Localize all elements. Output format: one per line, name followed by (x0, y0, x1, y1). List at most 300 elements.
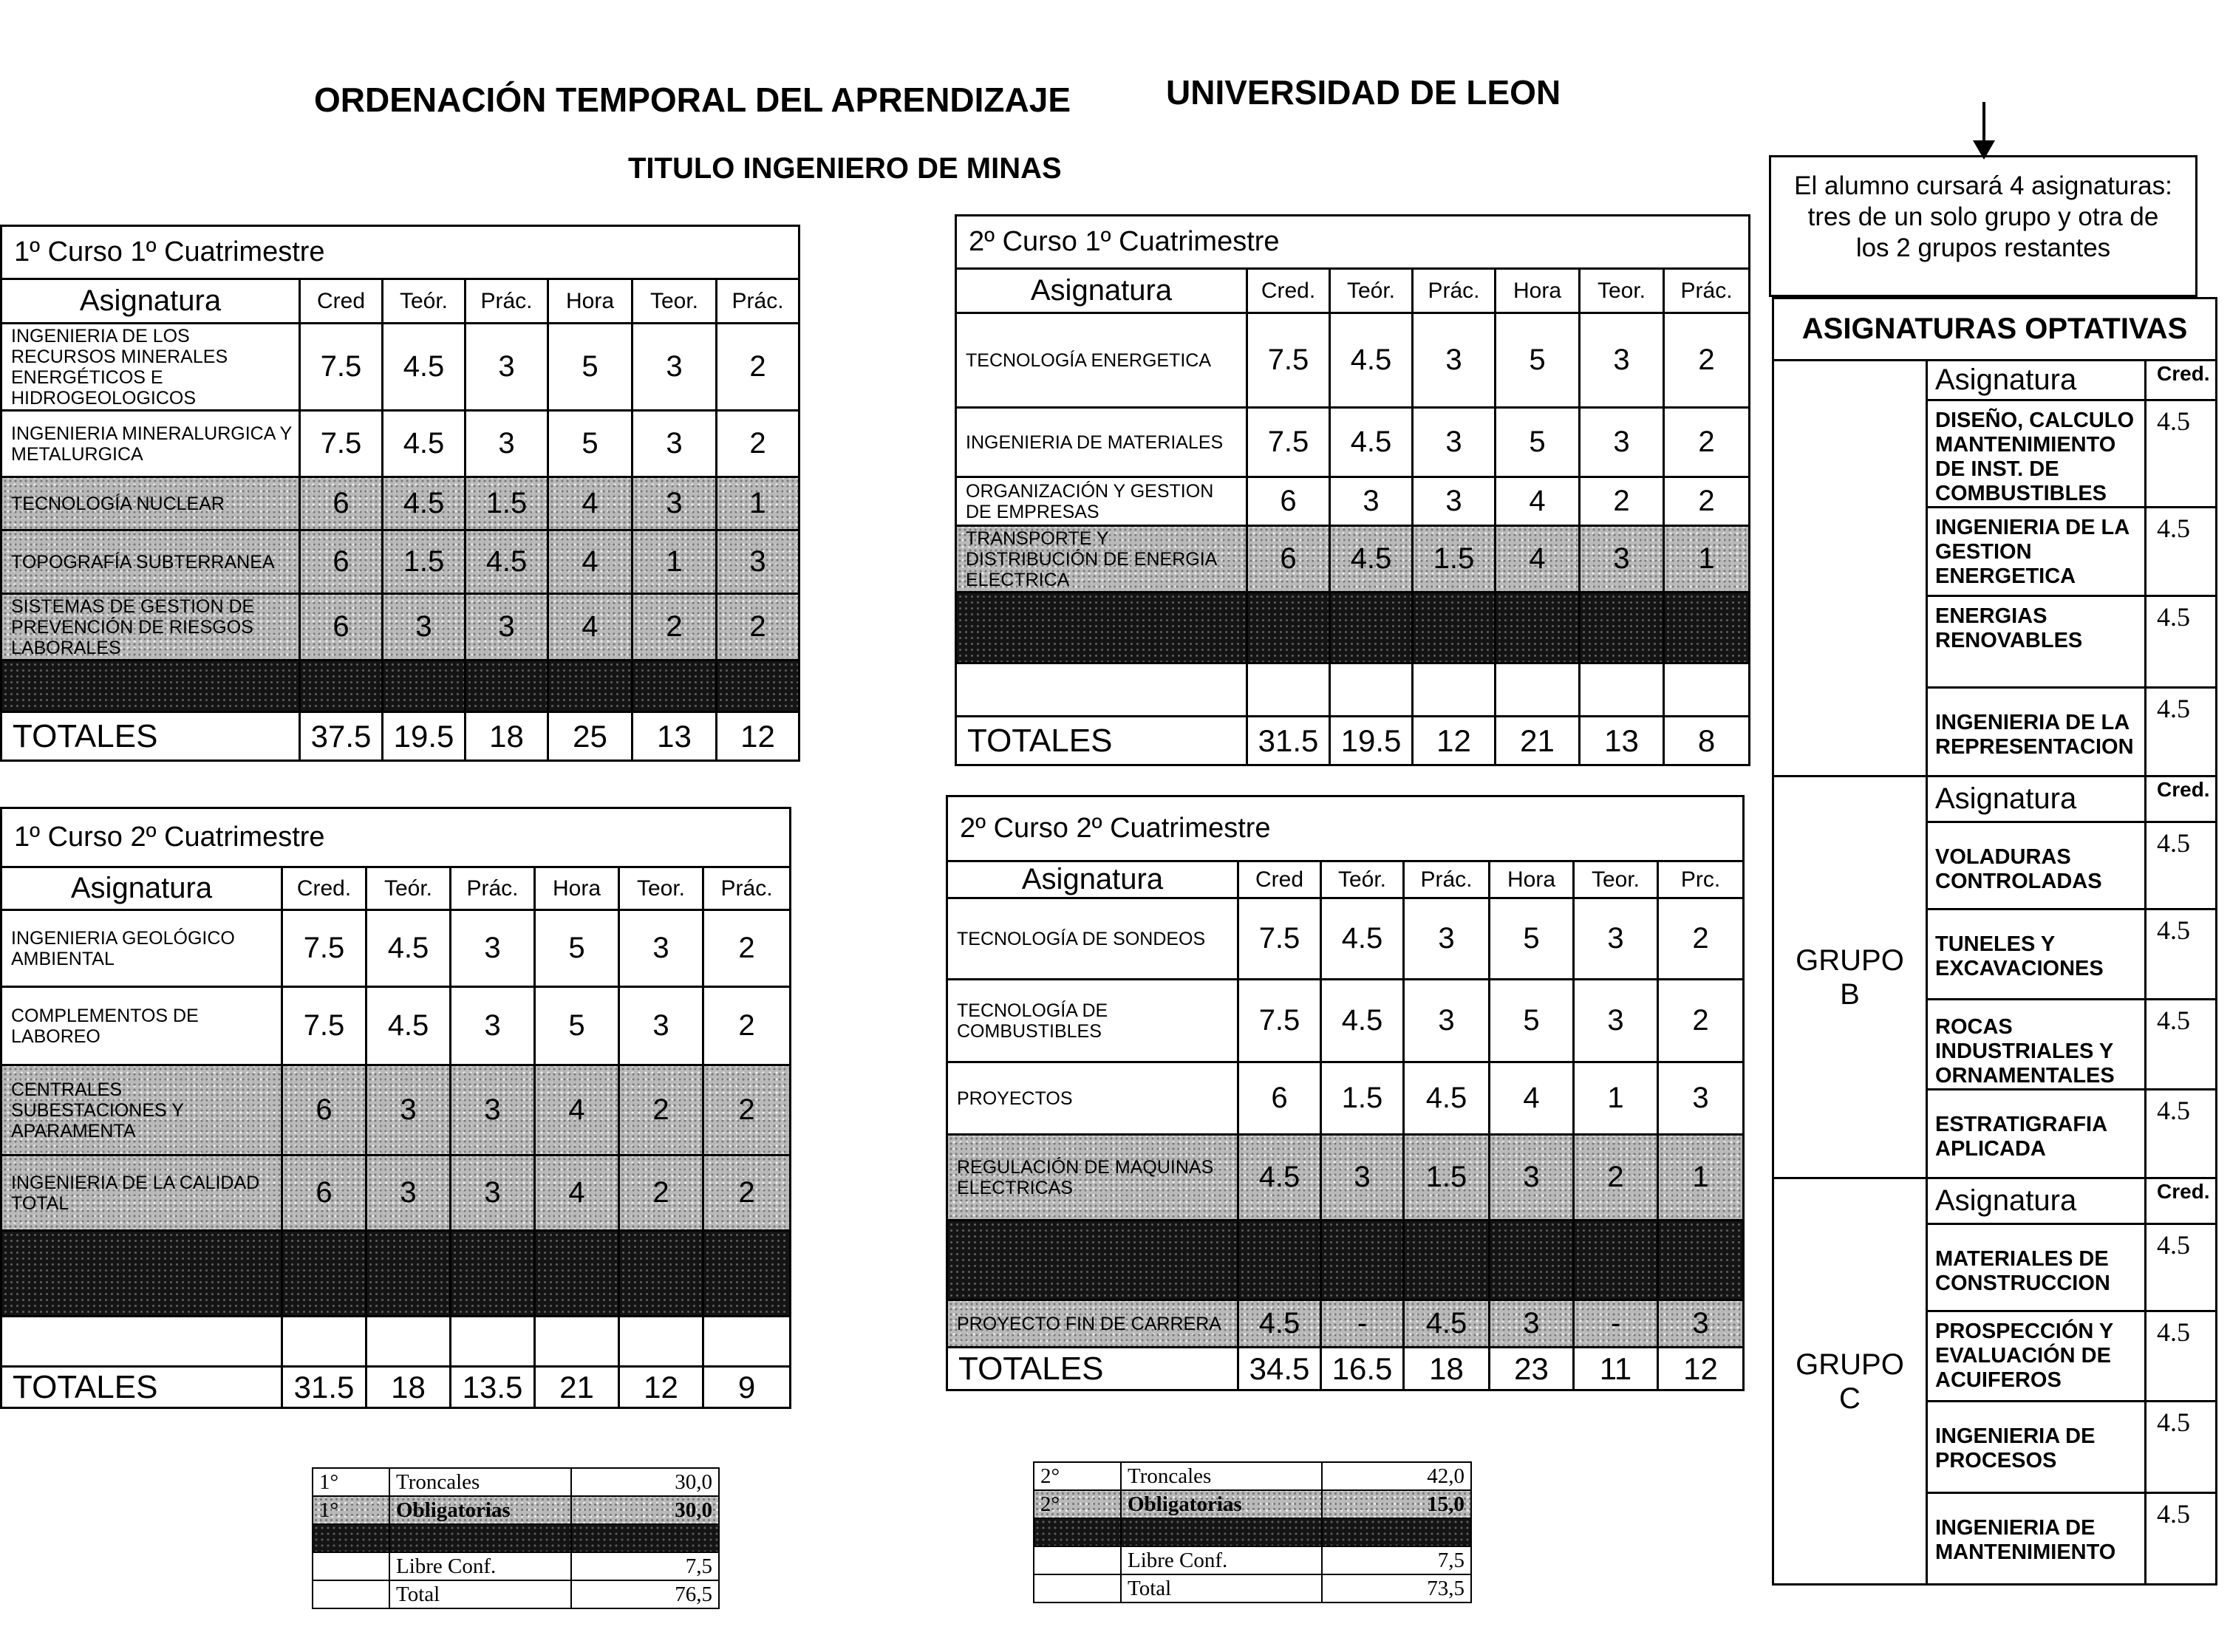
value-cell: 2 (717, 324, 799, 411)
optional-subject-name: ENERGIAS RENOVABLES (1927, 596, 2146, 688)
column-header: Teór. (1330, 269, 1413, 313)
optional-subject-name: DISEÑO, CALCULO MANTENIMIENTO DE INST. DE COMBUSTIBLES (1927, 400, 2146, 508)
value-cell: 3 (466, 324, 548, 411)
summary-value: 30,0 (571, 1496, 719, 1524)
total-cell: 19.5 (383, 712, 466, 761)
column-header: Hora (548, 279, 632, 324)
value-cell: 3 (451, 910, 535, 987)
value-cell: 4.5 (383, 477, 466, 530)
value-cell: 1.5 (1404, 1135, 1490, 1221)
blacked-out-row (956, 593, 1750, 663)
credits-cell: 6 (300, 477, 383, 530)
table-header: 1º Curso 2º Cuatrimestre (1, 808, 791, 867)
total-cell: 18 (366, 1367, 451, 1408)
column-header: Cred. (282, 867, 366, 910)
value-cell: 4 (1496, 477, 1580, 526)
value-cell: 2 (717, 594, 799, 661)
summary-label: Total (389, 1580, 571, 1608)
total-cell: 12 (1413, 717, 1496, 765)
subject-name: TECNOLOGÍA DE SONDEOS (947, 898, 1238, 980)
total-cell: 12 (1658, 1348, 1744, 1390)
value-cell: 4.5 (1321, 980, 1404, 1062)
summary-label: Troncales (1121, 1462, 1322, 1490)
value-cell: 3 (451, 1156, 535, 1231)
value-cell: 5 (1490, 980, 1574, 1062)
column-header: Teór. (366, 867, 451, 910)
credits-cell: 7.5 (1238, 898, 1321, 980)
value-cell: 2 (1664, 408, 1750, 477)
totals-row (947, 1348, 1744, 1390)
column-header: Hora (1496, 269, 1580, 313)
column-header: Teor. (632, 279, 717, 324)
column-header: Prác. (1413, 269, 1496, 313)
subject-name: PROYECTOS (947, 1062, 1238, 1135)
summary-value: 30,0 (571, 1468, 719, 1496)
value-cell: 3 (1321, 1135, 1404, 1221)
value-cell: 2 (1574, 1135, 1658, 1221)
value-cell: 3 (1658, 1062, 1744, 1135)
value-cell: 3 (1404, 980, 1490, 1062)
value-cell: 3 (1580, 526, 1664, 593)
value-cell: 4.5 (366, 910, 451, 987)
summary-row (313, 1468, 719, 1496)
group-b-label (1773, 776, 1927, 1178)
subject-name: INGENIERIA DE LA CALIDAD TOTAL (1, 1156, 282, 1231)
value-cell: 2 (1580, 477, 1664, 526)
value-cell: 3 (1413, 477, 1496, 526)
credits-cell: 6 (1247, 477, 1330, 526)
table-row (956, 477, 1750, 526)
total-cell: 11 (1574, 1348, 1658, 1390)
subject-column-header: Asignatura (1927, 361, 2146, 400)
total-cell: 34.5 (1238, 1348, 1321, 1390)
summary-label: Libre Conf. (1121, 1546, 1322, 1574)
total-cell: 12 (619, 1367, 703, 1408)
subject-name: TOPOGRAFÍA SUBTERRANEA (1, 530, 300, 594)
optional-subject-name: INGENIERIA DE LA GESTION ENERGETICA (1927, 508, 2146, 596)
value-cell: 1 (1574, 1062, 1658, 1135)
value-cell: 3 (466, 594, 548, 661)
totals-row (1, 1367, 791, 1408)
optional-subject-name: TUNELES Y EXCAVACIONES (1927, 909, 2146, 1000)
table-header: 2º Curso 1º Cuatrimestre (956, 216, 1750, 269)
table-row (1, 411, 799, 477)
column-header: Teór. (1321, 861, 1404, 898)
value-cell: - (1574, 1300, 1658, 1348)
credits-column-header: Cred. (2146, 361, 2217, 400)
subject-name: INGENIERIA DE LOS RECURSOS MINERALES ENERGÉTICOS E HIDROGEOLOGICOS (1, 324, 300, 411)
credits-cell: 6 (282, 1065, 366, 1156)
value-cell: 4 (548, 594, 632, 661)
value-cell: 5 (548, 411, 632, 477)
value-cell: 3 (1658, 1300, 1744, 1348)
table-header: 2º Curso 2º Cuatrimestre (947, 796, 1744, 861)
value-cell: 1 (632, 530, 717, 594)
total-cell: 12 (717, 712, 799, 761)
table-row (956, 408, 1750, 477)
value-cell: 3 (619, 987, 703, 1065)
credits-cell: 6 (300, 530, 383, 594)
value-cell: 3 (1574, 980, 1658, 1062)
subject-name: COMPLEMENTOS DE LABOREO (1, 987, 282, 1065)
table-row (1, 324, 799, 411)
value-cell: 5 (1490, 898, 1574, 980)
university-name: UNIVERSIDAD DE LEON (1166, 73, 1561, 112)
credits-cell: 6 (282, 1156, 366, 1231)
value-cell: 3 (1490, 1135, 1574, 1221)
column-header: Prác. (1664, 269, 1750, 313)
column-header: Cred. (1247, 269, 1330, 313)
total-cell: 19.5 (1330, 717, 1413, 765)
group-name: GRUPO (1796, 1348, 1904, 1381)
value-cell: 2 (619, 1156, 703, 1231)
credits-cell: 7.5 (1238, 980, 1321, 1062)
total-cell: 31.5 (282, 1367, 366, 1408)
table-row (947, 1300, 1744, 1348)
column-header: Hora (1490, 861, 1574, 898)
credits-cell: 7.5 (300, 324, 383, 411)
course2-sem1-table (955, 214, 1750, 766)
credits-cell: 7.5 (282, 910, 366, 987)
note-line: El alumno cursará 4 asignaturas: (1794, 171, 2172, 200)
optional-subject-name: PROSPECCIÓN Y EVALUACIÓN DE ACUIFEROS (1927, 1311, 2146, 1402)
course1-credit-summary (312, 1467, 720, 1609)
column-header: Teor. (619, 867, 703, 910)
value-cell: 4.5 (1330, 313, 1413, 408)
course1-sem1-table (0, 225, 800, 762)
value-cell: 4.5 (383, 324, 466, 411)
note-line: los 2 grupos restantes (1855, 233, 2111, 262)
value-cell: 4 (535, 1065, 619, 1156)
value-cell: 3 (1330, 477, 1413, 526)
value-cell: 2 (703, 1156, 791, 1231)
value-cell: 2 (619, 1065, 703, 1156)
optional-subjects-table (1772, 297, 2217, 1586)
value-cell: 3 (366, 1065, 451, 1156)
table-row (947, 898, 1744, 980)
value-cell: 2 (632, 594, 717, 661)
totals-label: TOTALES (956, 717, 1247, 765)
value-cell: 3 (451, 1065, 535, 1156)
summary-row (313, 1552, 719, 1580)
column-header: Asignatura (1, 279, 300, 324)
optional-subject-credits: 4.5 (2146, 508, 2217, 596)
total-cell: 23 (1490, 1348, 1574, 1390)
value-cell: 3 (1404, 898, 1490, 980)
credits-cell: 7.5 (1247, 313, 1330, 408)
optional-subject-credits: 4.5 (2146, 909, 2217, 1000)
group-letter: B (1840, 977, 1860, 1011)
subject-name: CENTRALES SUBESTACIONES Y APARAMENTA (1, 1065, 282, 1156)
credits-cell: 7.5 (300, 411, 383, 477)
optional-subject-name: ESTRATIGRAFIA APLICADA (1927, 1090, 2146, 1178)
value-cell: 3 (1574, 898, 1658, 980)
optional-subject-credits: 4.5 (2146, 1090, 2217, 1178)
total-cell: 9 (703, 1367, 791, 1408)
total-cell: 13 (632, 712, 717, 761)
group-c-label (1773, 1178, 1927, 1585)
column-header: Teór. (383, 279, 466, 324)
blacked-out-row (1, 661, 799, 712)
value-cell: 4 (1496, 526, 1580, 593)
value-cell: 1 (1664, 526, 1750, 593)
summary-year: 1° (313, 1496, 389, 1524)
value-cell: 1.5 (466, 477, 548, 530)
column-header: Asignatura (956, 269, 1247, 313)
subject-name: TECNOLOGÍA NUCLEAR (1, 477, 300, 530)
table-row (1, 530, 799, 594)
total-cell: 37.5 (300, 712, 383, 761)
summary-year: 2° (1034, 1462, 1121, 1490)
value-cell: 3 (619, 910, 703, 987)
summary-year (1034, 1574, 1121, 1602)
optional-subject-credits: 4.5 (2146, 1493, 2217, 1585)
empty-row (1, 1317, 791, 1367)
optional-subject-name: INGENIERIA DE LA REPRESENTACION (1927, 688, 2146, 776)
summary-row (313, 1580, 719, 1608)
value-cell: 3 (1413, 313, 1496, 408)
column-header: Asignatura (947, 861, 1238, 898)
column-header: Prác. (703, 867, 791, 910)
credits-cell: 6 (1247, 526, 1330, 593)
summary-label: Obligatorias (389, 1496, 571, 1524)
totals-label: TOTALES (1, 712, 300, 761)
credits-column-header: Cred. (2146, 1178, 2217, 1224)
subject-column-header: Asignatura (1927, 776, 2146, 822)
group-name: GRUPO (1796, 943, 1904, 977)
value-cell: 5 (1496, 408, 1580, 477)
optional-subject-credits: 4.5 (2146, 1224, 2217, 1311)
subject-column-header: Asignatura (1927, 1178, 2146, 1224)
optional-subject-name: INGENIERIA DE PROCESOS (1927, 1402, 2146, 1493)
value-cell: 1 (1658, 1135, 1744, 1221)
summary-value: 15,0 (1322, 1490, 1471, 1518)
value-cell: 1.5 (1321, 1062, 1404, 1135)
summary-year: 2° (1034, 1490, 1121, 1518)
column-header: Prác. (1404, 861, 1490, 898)
credits-cell: 6 (300, 594, 383, 661)
value-cell: 3 (1490, 1300, 1574, 1348)
table-row (947, 1135, 1744, 1221)
total-cell: 16.5 (1321, 1348, 1404, 1390)
value-cell: 4 (1490, 1062, 1574, 1135)
value-cell: 2 (703, 910, 791, 987)
document-title: ORDENACIÓN TEMPORAL DEL APRENDIZAJE (314, 81, 1071, 119)
table-row (956, 313, 1750, 408)
summary-row (1034, 1490, 1471, 1518)
course1-sem2-table (0, 807, 791, 1409)
instructions-note (1769, 155, 2197, 297)
summary-year (1034, 1546, 1121, 1574)
value-cell: 3 (1413, 408, 1496, 477)
table-row (1, 1156, 791, 1231)
value-cell: 5 (1496, 313, 1580, 408)
course2-credit-summary (1033, 1461, 1472, 1603)
summary-value: 7,5 (1322, 1546, 1471, 1574)
credits-cell: 4.5 (1238, 1300, 1321, 1348)
subject-name: INGENIERIA MINERALURGICA Y METALURGICA (1, 411, 300, 477)
totals-label: TOTALES (947, 1348, 1238, 1390)
optional-subject-credits: 4.5 (2146, 822, 2217, 909)
column-header: Teor. (1580, 269, 1664, 313)
total-cell: 18 (466, 712, 548, 761)
summary-row (1034, 1462, 1471, 1490)
subject-name: INGENIERIA DE MATERIALES (956, 408, 1247, 477)
value-cell: 4.5 (1330, 526, 1413, 593)
total-cell: 21 (1496, 717, 1580, 765)
subject-name: PROYECTO FIN DE CARRERA (947, 1300, 1238, 1348)
table-row (1, 477, 799, 530)
optional-subject-credits: 4.5 (2146, 1311, 2217, 1402)
column-header: Teor. (1574, 861, 1658, 898)
credits-cell: 6 (1238, 1062, 1321, 1135)
optional-subject-name: MATERIALES DE CONSTRUCCION (1927, 1224, 2146, 1311)
column-header: Cred (300, 279, 383, 324)
table-row (1, 910, 791, 987)
summary-value: 42,0 (1322, 1462, 1471, 1490)
total-cell: 13.5 (451, 1367, 535, 1408)
optional-subjects-title: ASIGNATURAS OPTATIVAS (1773, 298, 2217, 361)
value-cell: 5 (548, 324, 632, 411)
value-cell: 3 (1580, 313, 1664, 408)
value-cell: 2 (703, 987, 791, 1065)
total-cell: 25 (548, 712, 632, 761)
total-cell: 21 (535, 1367, 619, 1408)
subject-name: INGENIERIA GEOLÓGICO AMBIENTAL (1, 910, 282, 987)
subject-name: TRANSPORTE Y DISTRIBUCIÓN DE ENERGIA ELECTRICA (956, 526, 1247, 593)
table-row (947, 980, 1744, 1062)
value-cell: 1.5 (383, 530, 466, 594)
value-cell: 5 (535, 987, 619, 1065)
table-row (947, 1062, 1744, 1135)
blacked-out-row (1, 1231, 791, 1317)
summary-label: Obligatorias (1121, 1490, 1322, 1518)
summary-row (313, 1496, 719, 1524)
summary-year (313, 1580, 389, 1608)
credits-cell: 4.5 (1238, 1135, 1321, 1221)
blacked-out-row (947, 1221, 1744, 1300)
value-cell: 3 (383, 594, 466, 661)
value-cell: 4 (548, 477, 632, 530)
total-cell: 8 (1664, 717, 1750, 765)
table-row (956, 526, 1750, 593)
summary-value: 73,5 (1322, 1574, 1471, 1602)
optional-subject-credits: 4.5 (2146, 596, 2217, 688)
subject-name: TECNOLOGÍA ENERGETICA (956, 313, 1247, 408)
value-cell: 3 (451, 987, 535, 1065)
summary-value: 76,5 (571, 1580, 719, 1608)
value-cell: 2 (1658, 898, 1744, 980)
column-header: Cred (1238, 861, 1321, 898)
blacked-out-row (313, 1524, 719, 1552)
course2-sem2-table (946, 795, 1745, 1391)
note-line: tres de un solo grupo y otra de (1807, 202, 2159, 231)
value-cell: 4.5 (383, 411, 466, 477)
value-cell: 2 (1664, 477, 1750, 526)
value-cell: 4.5 (366, 987, 451, 1065)
optional-subject-name: ROCAS INDUSTRIALES Y ORNAMENTALES (1927, 1000, 2146, 1090)
summary-row (1034, 1546, 1471, 1574)
table-row (1, 987, 791, 1065)
summary-row (1034, 1574, 1471, 1602)
value-cell: 3 (632, 324, 717, 411)
value-cell: 4.5 (1330, 408, 1413, 477)
column-header: Hora (535, 867, 619, 910)
value-cell: - (1321, 1300, 1404, 1348)
value-cell: 1 (717, 477, 799, 530)
value-cell: 4.5 (1321, 898, 1404, 980)
value-cell: 4 (548, 530, 632, 594)
value-cell: 3 (466, 411, 548, 477)
column-header: Prác. (717, 279, 799, 324)
empty-row (956, 663, 1750, 717)
value-cell: 4.5 (1404, 1062, 1490, 1135)
total-cell: 31.5 (1247, 717, 1330, 765)
column-header: Prc. (1658, 861, 1744, 898)
credits-cell: 7.5 (1247, 408, 1330, 477)
value-cell: 2 (703, 1065, 791, 1156)
value-cell: 5 (535, 910, 619, 987)
value-cell: 4.5 (1404, 1300, 1490, 1348)
value-cell: 2 (717, 411, 799, 477)
column-header: Asignatura (1, 867, 282, 910)
blacked-out-row (1034, 1518, 1471, 1546)
subject-name: REGULACIÓN DE MAQUINAS ELECTRICAS (947, 1135, 1238, 1221)
summary-label: Troncales (389, 1468, 571, 1496)
table-row (1, 1065, 791, 1156)
column-header: Prác. (466, 279, 548, 324)
value-cell: 3 (632, 477, 717, 530)
table-header: 1º Curso 1º Cuatrimestre (1, 226, 799, 279)
credits-column-header: Cred. (2146, 776, 2217, 822)
optional-subject-name: INGENIERIA DE MANTENIMIENTO (1927, 1493, 2146, 1585)
totals-row (1, 712, 799, 761)
summary-label: Libre Conf. (389, 1552, 571, 1580)
credits-cell: 7.5 (282, 987, 366, 1065)
subject-name: ORGANIZACIÓN Y GESTION DE EMPRESAS (956, 477, 1247, 526)
value-cell: 3 (717, 530, 799, 594)
value-cell: 1.5 (1413, 526, 1496, 593)
subject-name: TECNOLOGÍA DE COMBUSTIBLES (947, 980, 1238, 1062)
value-cell: 3 (366, 1156, 451, 1231)
value-cell: 4.5 (466, 530, 548, 594)
degree-subtitle: TITULO INGENIERO DE MINAS (628, 152, 1062, 185)
group-letter: C (1839, 1382, 1861, 1415)
value-cell: 2 (1664, 313, 1750, 408)
optional-subject-credits: 4.5 (2146, 1402, 2217, 1493)
subject-name: SISTEMAS DE GESTION DE PREVENCIÓN DE RIESGOS LABORALES (1, 594, 300, 661)
table-row (1, 594, 799, 661)
value-cell: 3 (1580, 408, 1664, 477)
value-cell: 4 (535, 1156, 619, 1231)
optional-subject-name: VOLADURAS CONTROLADAS (1927, 822, 2146, 909)
summary-year (313, 1552, 389, 1580)
value-cell: 3 (632, 411, 717, 477)
optional-subject-credits: 4.5 (2146, 400, 2217, 508)
summary-label: Total (1121, 1574, 1322, 1602)
totals-label: TOTALES (1, 1367, 282, 1408)
total-cell: 13 (1580, 717, 1664, 765)
summary-value: 7,5 (571, 1552, 719, 1580)
totals-row (956, 717, 1750, 765)
value-cell: 2 (1658, 980, 1744, 1062)
column-header: Prác. (451, 867, 535, 910)
optional-subject-credits: 4.5 (2146, 1000, 2217, 1090)
total-cell: 18 (1404, 1348, 1490, 1390)
summary-year: 1° (313, 1468, 389, 1496)
group-a-label (1773, 361, 1927, 776)
down-arrow-icon (1965, 102, 2002, 161)
